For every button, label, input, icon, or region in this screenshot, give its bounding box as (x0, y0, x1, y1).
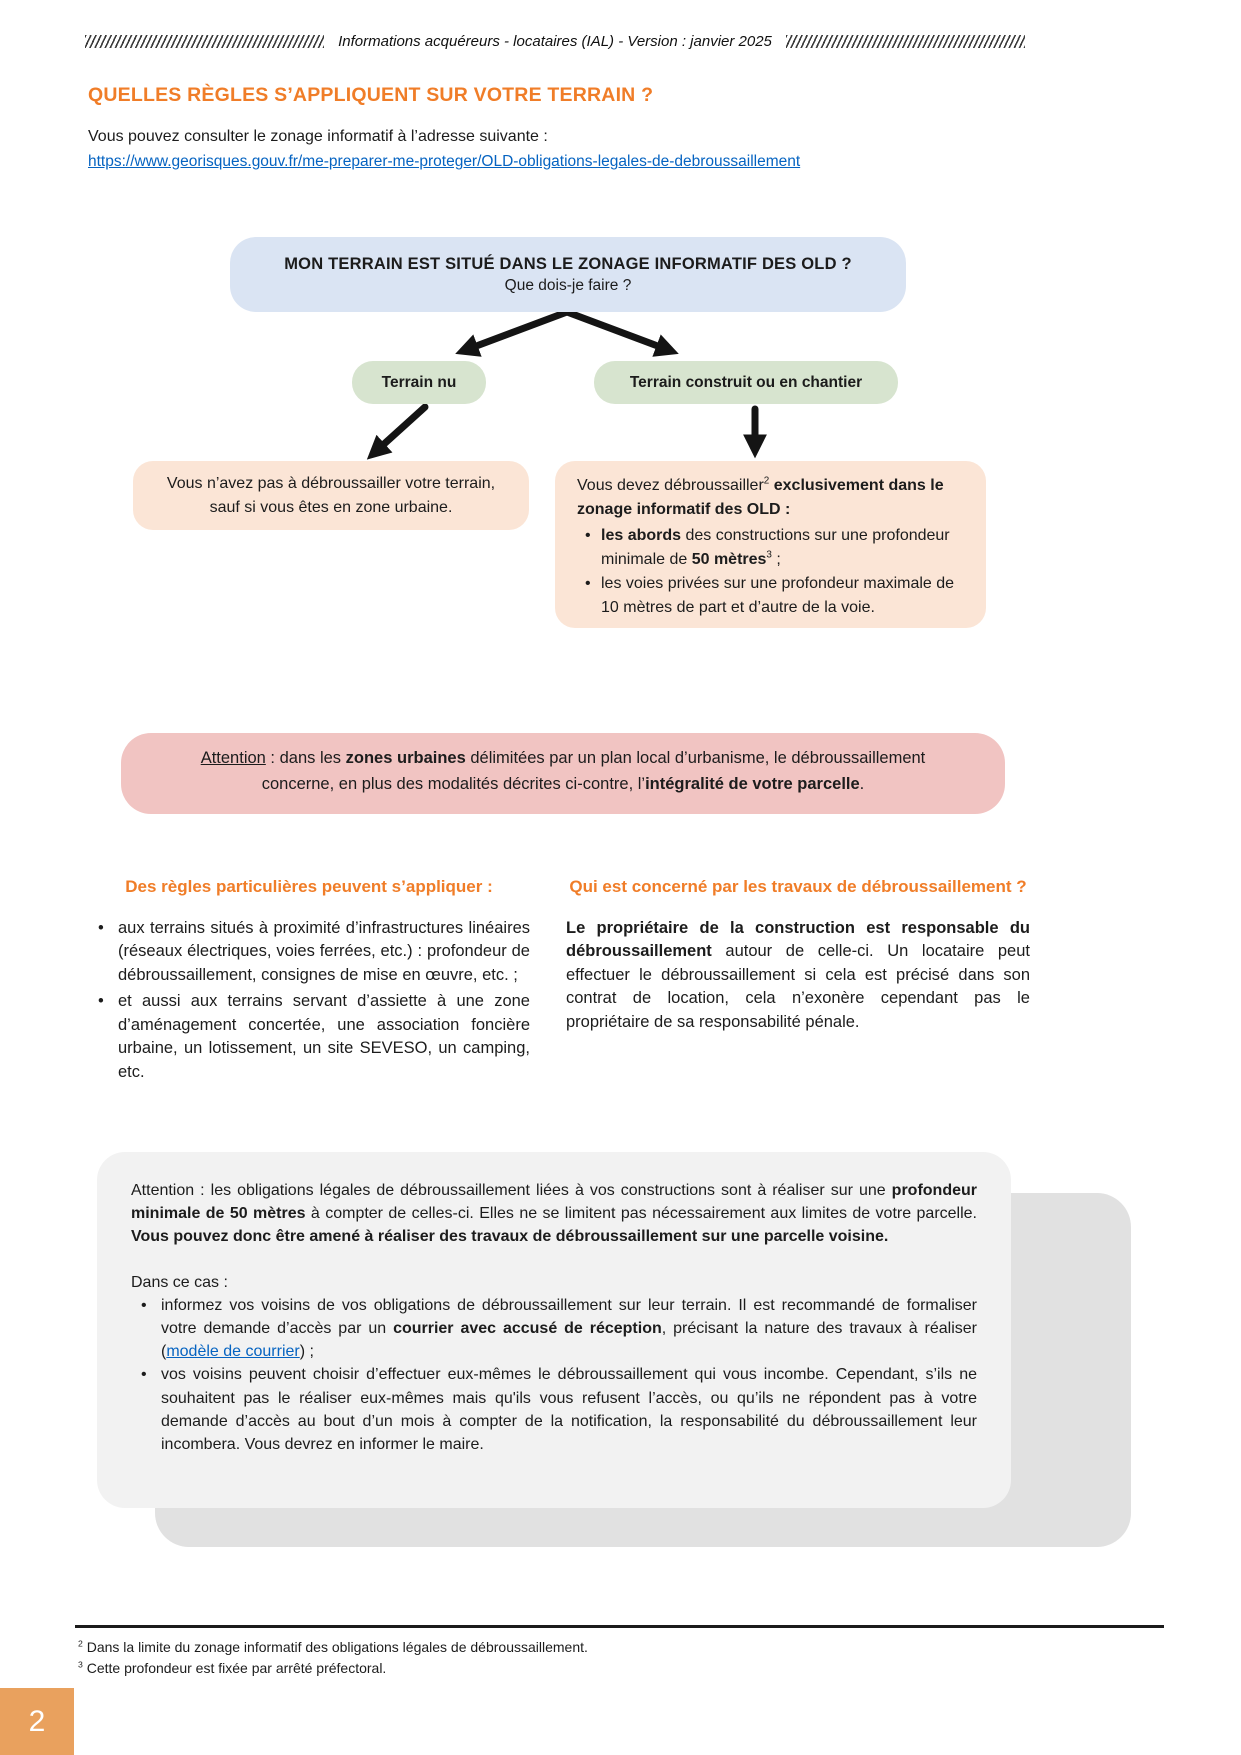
flowchart-branch-terrain-nu: Terrain nu (352, 361, 486, 404)
attention-label: Attention (200, 749, 266, 767)
footnote-2-marker: 2 (78, 1638, 83, 1649)
proprietaire-bold: Le propriétaire de la construction est responsable du débroussaillement (566, 919, 1030, 961)
two-column-section (88, 877, 1030, 1087)
abords-bold: les abords (601, 527, 682, 544)
voisins-seg1: informez vos voisins de vos obligations de débroussaillement sur leur terrain. Il est recommandé de formaliser votre demande d’accès par un (161, 1296, 977, 1337)
column-regles-particulieres (88, 877, 530, 1087)
hatch-left-decoration (85, 35, 324, 48)
list-item-voies-privees: • les voies privées sur une profondeur maximale de 10 mètres de part et d’autre de la voie. (577, 572, 968, 620)
arrow-question-to-terrain-nu (463, 312, 567, 351)
result-right-intro-bold: exclusivement dans le zonage informatif des OLD : (577, 477, 944, 518)
zones-urbaines-bold: zones urbaines (345, 749, 466, 767)
gray-paragraph-1 (131, 1179, 977, 1249)
flowchart-question-box (230, 237, 906, 312)
page-number-badge: 2 (0, 1688, 74, 1755)
abords-text: des constructions sur une profondeur minimale de (601, 527, 950, 568)
gray-p1-seg2: à compter de celles-ci. Elles ne se limitent pas nécessairement aux limites de votre parcelle. (305, 1205, 978, 1223)
footnote-3-marker: 3 (78, 1659, 83, 1670)
abords-end: ; (771, 551, 781, 568)
column-left-heading: Des règles particulières peuvent s’appliquer : (125, 877, 493, 896)
result-right-list (577, 524, 968, 620)
list-item-abords (577, 524, 968, 572)
warning-obligations-box (97, 1152, 1011, 1508)
gray-p1-seg1: Attention : les obligations légales de débroussaillement liées à vos constructions sont à réaliser sur une (131, 1182, 892, 1199)
parcelle-voisine-bold: Vous pouvez donc être amené à réaliser des travaux de débroussaillement sur une parcelle voisine. (131, 1228, 889, 1246)
georisques-link[interactable]: https://www.georisques.gouv.fr/me-preparer-me-proteger/OLD-obligations-legales-de-debroussaillement (88, 153, 801, 170)
footnote-2-text: Dans la limite du zonage informatif des obligations légales de débroussaillement. (82, 1639, 588, 1655)
pink-seg3: . (859, 774, 865, 793)
flowchart-result-terrain-construit (555, 461, 986, 628)
document-header (85, 33, 1025, 50)
column-qui-est-concerne (566, 877, 1030, 1087)
warning-zones-urbaines (121, 733, 1005, 814)
intro-text: Vous pouvez consulter le zonage informatif à l’adresse suivante : (88, 128, 548, 145)
list-item-voisins-effectuer: • vos voisins peuvent choisir d’effectuer eux-mêmes le débroussaillement qui vous incombe. Cependant, s’ils ne souhaitent pas le réaliser eux-mêmes mais qu'ils vous refusent l’accès, ou qu’ils ne répondent pas à votre demande d’accès au bout d’un mois à compter de la notification, la responsabilité du débroussaillement leur incombera. Vous devrez en informer le maire. (131, 1363, 977, 1456)
pink-seg1: : dans les (265, 749, 346, 767)
column-right-paragraph (566, 917, 1030, 1034)
footnotes (78, 1637, 588, 1679)
voisins-seg2: , précisant la nature des travaux à réaliser ( (161, 1319, 978, 1361)
abords-50m-bold: 50 mètres (691, 551, 767, 568)
list-item-zones-amenagement: • et aussi aux terrains servant d’assiette à une zone d’aménagement concertée, une association foncière urbaine, un lotissement, un site SEVESO, un camping, etc. (88, 990, 530, 1084)
gray-paragraph-2: Dans ce cas : (131, 1273, 228, 1291)
result-right-intro-text: Vous devez débroussailler (577, 477, 764, 494)
footnote-2 (78, 1637, 588, 1658)
list-item-informez-voisins (131, 1294, 977, 1364)
integralite-bold: intégralité de votre parcelle (645, 774, 860, 793)
result-right-intro (577, 474, 968, 522)
arrow-terrain-nu-to-result (373, 407, 425, 454)
gray-list (131, 1294, 977, 1456)
document-header-title: Informations acquéreurs - locataires (IAL) - Version : janvier 2025 (338, 33, 772, 50)
column-right-heading: Qui est concerné par les travaux de débroussaillement ? (569, 877, 1027, 896)
flowchart-branch-terrain-construit: Terrain construit ou en chantier (594, 361, 898, 404)
proprietaire-text: autour de celle-ci. Un locataire peut effectuer le débroussaillement si cela est précisé dans son contrat de location, cela n’exonère cependant pas le propriétaire de sa responsabilité pénale. (566, 942, 1030, 1031)
footnote-ref-2: 2 (763, 475, 770, 487)
footnote-3-text: Cette profondeur est fixée par arrêté préfectoral. (82, 1660, 387, 1676)
footnote-3 (78, 1658, 588, 1679)
flowchart-result-terrain-nu: Vous n’avez pas à débroussailler votre terrain, sauf si vous êtes en zone urbaine. (133, 461, 529, 530)
courrier-bold: courrier avec accusé de réception (393, 1319, 662, 1337)
flowchart-question-title: MON TERRAIN EST SITUÉ DANS LE ZONAGE INFORMATIF DES OLD ? (284, 254, 852, 273)
footer-divider (75, 1625, 1164, 1628)
footnote-ref-3: 3 (766, 549, 772, 561)
page-title: QUELLES RÈGLES S’APPLIQUENT SUR VOTRE TERRAIN ? (88, 84, 654, 106)
modele-courrier-link[interactable]: modèle de courrier (166, 1343, 300, 1361)
pink-seg2: délimitées par un plan local d’urbanisme, le débroussaillement concerne, en plus des modalités décrites ci-contre, l’ (261, 749, 926, 793)
voisins-seg3: ) ; (299, 1343, 314, 1361)
hatch-right-decoration (786, 35, 1025, 48)
arrow-question-to-terrain-construit (567, 312, 671, 351)
list-item-infrastructures: • aux terrains situés à proximité d’infrastructures linéaires (réseaux électriques, voies ferrées, etc.) : profondeur de débroussaillement, consignes de mise en œuvre, etc. ; (88, 917, 530, 987)
profondeur-bold: profondeur minimale de 50 mètres (131, 1182, 977, 1223)
flowchart-question-subtitle: Que dois-je faire ? (504, 276, 632, 294)
column-left-list (88, 917, 530, 1084)
